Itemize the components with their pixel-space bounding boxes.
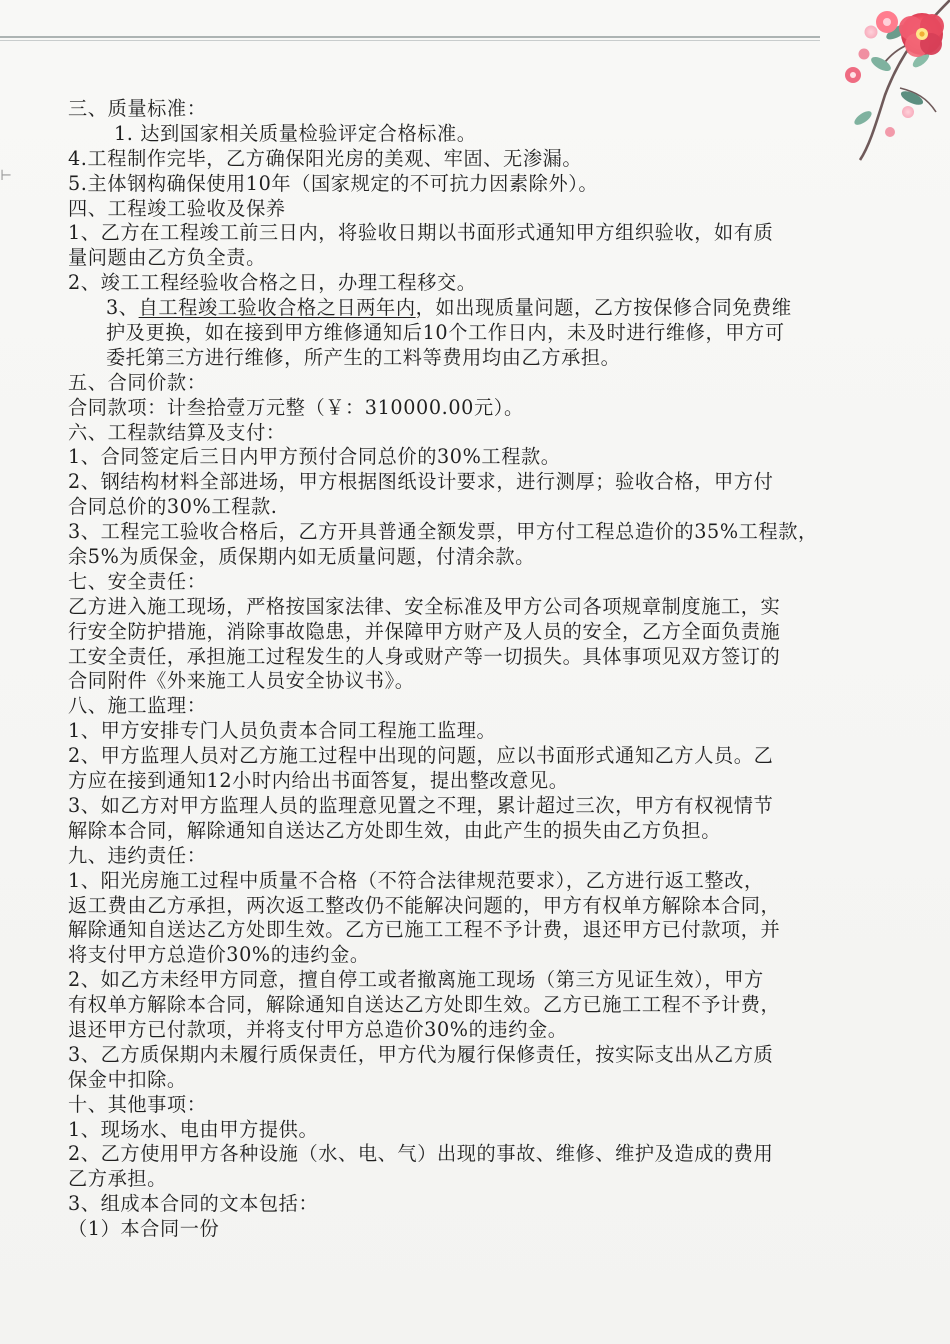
text-line: 退还甲方已付款项，并将支付甲方总造价30%的违约金。 [68,1017,568,1041]
text-line: 护及更换，如在接到甲方维修通知后10个工作日内，未及时进行维修，甲方可 [106,321,785,345]
section-heading: 十、其他事项： [68,1092,207,1116]
section-heading: 五、合同价款： [68,370,207,394]
text-line: 工安全责任，承担施工过程发生的人身或财产等一切损失。具体事项见双方签订的 [68,644,781,668]
text-line: 解除通知自送达乙方处即生效。乙方已施工工程不予计费，退还甲方已付款项，并 [68,918,781,942]
text-line: 5.主体钢构确保使用10年（国家规定的不可抗力因素除外）。 [68,171,599,195]
text-line: 1. 达到国家相关质量检验评定合格标准。 [114,121,477,145]
underlined-text-suffix: ，如出现质量问题，乙方按保修合同免费维 [415,296,792,320]
text-line: 2、竣工工程经验收合格之日，办理工程移交。 [68,271,477,295]
text-line: 有权单方解除本合同，解除通知自送达乙方处即生效。乙方已施工工程不予计费， [68,993,781,1017]
text-line: 3、乙方质保期内未履行质保责任，甲方代为履行保修责任，按实际支出从乙方质 [68,1042,774,1066]
text-line: 2、如乙方未经甲方同意，擅自停工或者撤离施工现场（第三方见证生效），甲方 [68,968,764,992]
section-heading: 六、工程款结算及支付： [68,420,286,444]
header-rule-secondary [0,40,820,41]
text-line: 2、甲方监理人员对乙方施工过程中出现的问题，应以书面形式通知乙方人员。乙 [68,744,774,768]
text-line: 合同款项：计叁拾壹万元整（￥：310000.00元）。 [68,395,524,419]
text-line: 3、组成本合同的文本包括： [68,1192,319,1216]
text-line: 乙方进入施工现场，严格按国家法律、安全标准及甲方公司各项规章制度施工，实 [68,594,781,618]
text-line-underlined [68,296,898,321]
margin-mark: ⊢ [0,168,13,184]
text-line: 方应在接到通知12小时内给出书面答复，提出整改意见。 [68,769,569,793]
text-line: 将支付甲方总造价30%的违约金。 [68,943,370,967]
text-line: 2、乙方使用甲方各种设施（水、电、气）出现的事故、维修、维护及造成的费用 [68,1142,774,1166]
text-line: 合同附件《外来施工人员安全协议书》。 [68,669,415,693]
text-line: 三、质量标准： [68,97,207,120]
text-line: 4.工程制作完毕，乙方确保阳光房的美观、牢固、无渗漏。 [68,146,583,170]
text-line: 合同总价的30%工程款. [68,495,278,519]
text-line: 2、钢结构材料全部进场，甲方根据图纸设计要求，进行测厚；验收合格，甲方付 [68,470,774,494]
text-line: 1、阳光房施工过程中质量不合格（不符合法律规范要求），乙方进行返工整改， [68,868,764,892]
text-line: 乙方承担。 [68,1167,167,1191]
underlined-text: 自工程竣工验收合格之日两年内 [138,296,416,320]
section-heading: 九、违约责任： [68,843,207,867]
text-line: 保金中扣除。 [68,1067,187,1091]
text-line: 3、如乙方对甲方监理人员的监理意见置之不理，累计超过三次，甲方有权视情节 [68,793,774,817]
text-line: 3、工程完工验收合格后，乙方开具普通全额发票，甲方付工程总造价的35%工程款， [68,520,818,544]
text-line: 1、现场水、电由甲方提供。 [68,1117,319,1141]
text-line: 余5%为质保金，质保期内如无质量问题，付清余款。 [68,545,535,569]
section-heading: 七、安全责任： [68,569,207,593]
section-heading: 四、工程竣工验收及保养 [68,196,286,220]
text-line: （1）本合同一份 [68,1217,220,1241]
contract-text [68,97,898,1242]
text-line: 解除本合同，解除通知自送达乙方处即生效，由此产生的损失由乙方负担。 [68,818,721,842]
underlined-text-prefix: 3、 [106,296,139,320]
text-line: 行安全防护措施，消除事故隐患，并保障甲方财产及人员的安全，乙方全面负责施 [68,619,781,643]
text-line: 委托第三方进行维修，所产生的工料等费用均由乙方承担。 [106,345,621,369]
text-line: 1、乙方在工程竣工前三日内，将验收日期以书面形式通知甲方组织验收，如有质 [68,221,774,245]
header-rule [0,36,820,38]
section-heading: 八、施工监理： [68,694,207,718]
text-line: 返工费由乙方承担，两次返工整改仍不能解决问题的，甲方有权单方解除本合同， [68,893,781,917]
text-line: 1、甲方安排专门人员负责本合同工程施工监理。 [68,719,497,743]
text-line: 量问题由乙方负全责。 [68,246,266,270]
text-line: 1、合同签定后三日内甲方预付合同总价的30%工程款。 [68,445,561,469]
